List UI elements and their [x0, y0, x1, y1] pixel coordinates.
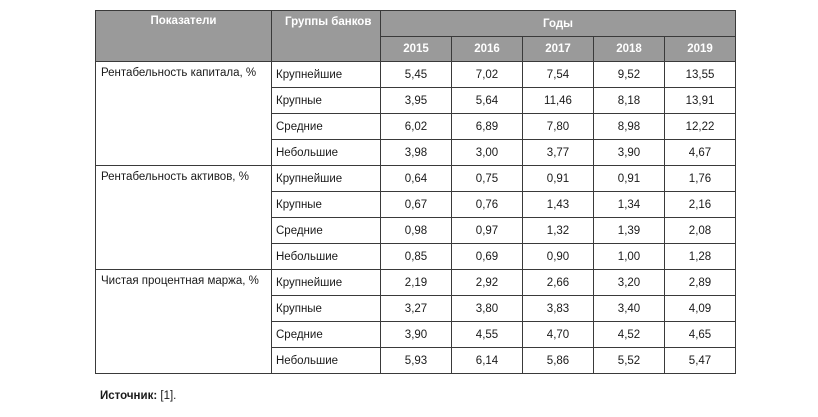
value-cell: 0,75: [452, 166, 523, 192]
value-cell: 6,14: [452, 348, 523, 374]
value-cell: 3,90: [594, 140, 665, 166]
group-cell: Небольшие: [272, 348, 381, 374]
value-cell: 3,00: [452, 140, 523, 166]
value-cell: 0,85: [381, 244, 452, 270]
value-cell: 6,89: [452, 114, 523, 140]
value-cell: 2,16: [665, 192, 736, 218]
value-cell: 3,77: [523, 140, 594, 166]
indicator-cell: Рентабельность капитала, %: [96, 62, 272, 166]
header-year: 2019: [665, 37, 736, 62]
indicator-cell: Чистая процентная маржа, %: [96, 270, 272, 374]
group-cell: Средние: [272, 114, 381, 140]
value-cell: 7,80: [523, 114, 594, 140]
value-cell: 2,92: [452, 270, 523, 296]
header-year: 2016: [452, 37, 523, 62]
value-cell: 4,65: [665, 322, 736, 348]
value-cell: 2,66: [523, 270, 594, 296]
value-cell: 3,98: [381, 140, 452, 166]
value-cell: 1,00: [594, 244, 665, 270]
value-cell: 4,09: [665, 296, 736, 322]
value-cell: 7,02: [452, 62, 523, 88]
value-cell: 0,90: [523, 244, 594, 270]
header-group: Группы банков: [272, 11, 381, 62]
value-cell: 12,22: [665, 114, 736, 140]
value-cell: 0,97: [452, 218, 523, 244]
value-cell: 0,67: [381, 192, 452, 218]
group-cell: Крупные: [272, 296, 381, 322]
value-cell: 2,89: [665, 270, 736, 296]
group-cell: Небольшие: [272, 140, 381, 166]
value-cell: 13,91: [665, 88, 736, 114]
value-cell: 2,08: [665, 218, 736, 244]
table-row: [96, 270, 736, 296]
value-cell: 5,52: [594, 348, 665, 374]
value-cell: 8,18: [594, 88, 665, 114]
value-cell: 3,95: [381, 88, 452, 114]
value-cell: 2,19: [381, 270, 452, 296]
value-cell: 4,55: [452, 322, 523, 348]
source-note: [100, 390, 176, 402]
value-cell: 0,69: [452, 244, 523, 270]
value-cell: 1,76: [665, 166, 736, 192]
source-text: [1].: [160, 390, 177, 402]
group-cell: Крупнейшие: [272, 62, 381, 88]
value-cell: 1,39: [594, 218, 665, 244]
value-cell: 3,27: [381, 296, 452, 322]
value-cell: 3,80: [452, 296, 523, 322]
value-cell: 1,32: [523, 218, 594, 244]
value-cell: 1,43: [523, 192, 594, 218]
header-year: 2017: [523, 37, 594, 62]
table-header: [96, 11, 736, 62]
value-cell: 0,76: [452, 192, 523, 218]
value-cell: 0,98: [381, 218, 452, 244]
group-cell: Крупные: [272, 192, 381, 218]
value-cell: 8,98: [594, 114, 665, 140]
value-cell: 5,64: [452, 88, 523, 114]
value-cell: 5,45: [381, 62, 452, 88]
value-cell: 5,86: [523, 348, 594, 374]
value-cell: 3,90: [381, 322, 452, 348]
value-cell: 13,55: [665, 62, 736, 88]
indicator-cell: Рентабельность активов, %: [96, 166, 272, 270]
source-label: Источник:: [100, 390, 158, 402]
value-cell: 4,52: [594, 322, 665, 348]
group-cell: Средние: [272, 322, 381, 348]
value-cell: 3,20: [594, 270, 665, 296]
value-cell: 7,54: [523, 62, 594, 88]
group-cell: Крупные: [272, 88, 381, 114]
group-cell: Небольшие: [272, 244, 381, 270]
value-cell: 5,47: [665, 348, 736, 374]
value-cell: 1,34: [594, 192, 665, 218]
value-cell: 4,67: [665, 140, 736, 166]
value-cell: 0,64: [381, 166, 452, 192]
header-indicator: Показатели: [96, 11, 272, 62]
value-cell: 3,83: [523, 296, 594, 322]
value-cell: 0,91: [594, 166, 665, 192]
group-cell: Средние: [272, 218, 381, 244]
value-cell: 4,70: [523, 322, 594, 348]
value-cell: 5,93: [381, 348, 452, 374]
value-cell: 6,02: [381, 114, 452, 140]
header-year: 2018: [594, 37, 665, 62]
group-cell: Крупнейшие: [272, 270, 381, 296]
value-cell: 11,46: [523, 88, 594, 114]
header-years: Годы: [381, 11, 736, 37]
value-cell: 0,91: [523, 166, 594, 192]
table-row: [96, 166, 736, 192]
value-cell: 3,40: [594, 296, 665, 322]
header-year: 2015: [381, 37, 452, 62]
table-row: [96, 62, 736, 88]
table-body: [96, 62, 736, 374]
banks-indicators-table: [95, 10, 736, 374]
group-cell: Крупнейшие: [272, 166, 381, 192]
value-cell: 1,28: [665, 244, 736, 270]
value-cell: 9,52: [594, 62, 665, 88]
